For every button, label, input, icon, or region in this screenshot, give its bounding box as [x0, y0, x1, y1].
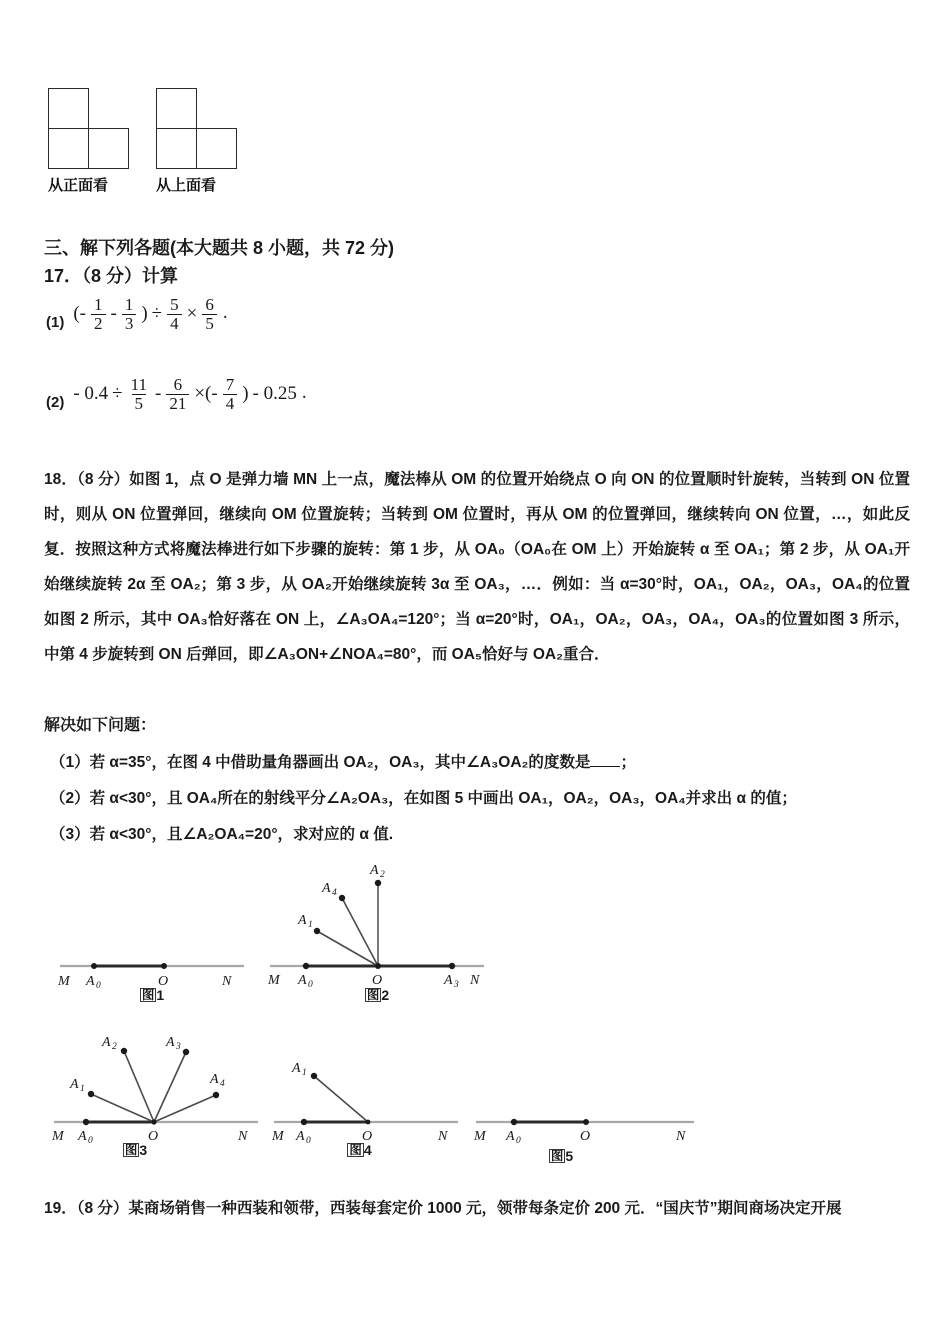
label-O: O — [580, 1129, 591, 1144]
label-N: N — [238, 1129, 248, 1144]
label-A1: A — [292, 1061, 301, 1076]
point-O — [366, 1120, 371, 1125]
label-A2-sub: 2 — [380, 870, 385, 880]
point-A0 — [511, 1119, 517, 1125]
figure-3-caption — [26, 1142, 244, 1158]
point-A0 — [83, 1119, 89, 1125]
figure-2-svg — [262, 860, 492, 990]
q17-item-1-label: (1) — [46, 313, 65, 331]
label-A3: A — [444, 973, 453, 988]
label-A4: A — [210, 1072, 219, 1087]
figure-caption-number: 4 — [363, 1142, 372, 1158]
label-A3: A — [166, 1035, 175, 1050]
q17-item-1 — [46, 296, 228, 333]
fraction-five-fourths — [167, 296, 182, 333]
fraction-one-half — [91, 296, 106, 333]
question-19-body: 19．（8 分）某商场销售一种西装和领带，西装每套定价 1000 元，领带每条定价 200 元．“国庆节”期间商场决定开展 — [44, 1200, 842, 1217]
question-18-body: 18．（8 分）如图 1，点 O 是弹力墙 MN 上一点，魔法棒从 OM 的位置开始绕点 O 向 ON 的位置顺时针旋转，当转到 ON 位置时，则从 ON 位置弹回，继续向 OM 位置旋转；当转到 OM 位置时，再从 OM 的位置弹回，继续转向 ON 位置，…，如此反复．按照这种方式将魔法棒进行如下步骤的旋转：第 1 步，从 OA₀（OA₀在 OM 上）开始旋转 α 至 OA₁；第 2 步，从 OA₁开始继续旋转 2α 至 OA₂；第 3 步，从 OA₂开始继续旋转 3α 至 OA₃，…．例如：当 α=30°时，OA₁，OA₂，OA₃，OA₄的位置如图 2 所示，其中 OA₃恰好落在 ON 上，∠A₃OA₄=120°；当 α=20°时，OA₁，OA₂，OA₃，OA₄，OA₃的位置如图 3 所示，中第 4 步旋转到 ON 后弹回，即∠A₃ON+∠NOA₄=80°，而 OA₅恰好与 OA₂重合． — [44, 471, 910, 663]
label-M: M — [272, 1129, 284, 1144]
figure-3-svg — [46, 1030, 264, 1145]
point-A1 — [311, 1073, 317, 1079]
point-A2 — [375, 880, 381, 886]
label-M: M — [268, 973, 280, 988]
label-A1: A — [70, 1077, 79, 1092]
figure-caption-prefix: 图 — [141, 988, 155, 1002]
front-view-shape — [48, 88, 130, 170]
figure-4-caption — [262, 1142, 457, 1158]
label-A3-sub: 3 — [454, 980, 459, 990]
label-O: O — [372, 973, 383, 988]
point-O — [583, 1119, 589, 1125]
view-front — [48, 88, 130, 195]
orthographic-views — [48, 88, 260, 195]
fraction-numerator: 6 — [205, 295, 214, 314]
answer-blank[interactable] — [590, 752, 620, 767]
figure-1 — [52, 940, 252, 1003]
label-M: M — [58, 974, 70, 989]
label-A0: A — [78, 1129, 87, 1144]
figure-1-caption — [52, 987, 252, 1003]
fraction-denominator: 5 — [202, 314, 217, 333]
label-N: N — [470, 973, 480, 988]
label-A0-sub: 0 — [88, 1136, 93, 1145]
label-A2: A — [370, 863, 379, 878]
minus-sign: - — [154, 383, 162, 405]
grid-cell — [156, 128, 197, 169]
figure-caption-prefix: 图 — [349, 1143, 362, 1157]
label-N: N — [676, 1129, 686, 1144]
fraction-seven-fourths — [223, 376, 238, 413]
fraction-numerator: 5 — [170, 295, 179, 314]
question-18-sub-3: （3）若 α<30°，且∠A₂OA₄=20°，求对应的 α 值. — [50, 826, 393, 843]
section-heading: 三、解下列各题(本大题共 8 小题，共 72 分) — [44, 238, 395, 258]
label-O: O — [148, 1129, 159, 1144]
label-A1-sub: 1 — [80, 1084, 85, 1094]
question-18-sub-1 — [50, 750, 636, 772]
divide-sign: ÷ — [112, 383, 123, 405]
figure-caption-number: 1 — [156, 987, 165, 1003]
label-N: N — [222, 974, 232, 989]
grid-cell — [156, 88, 197, 129]
point-A3 — [449, 963, 455, 969]
fraction-denominator: 4 — [167, 314, 182, 333]
label-A0: A — [298, 973, 307, 988]
fraction-six-twentyfirsts — [166, 376, 189, 413]
top-view-shape — [156, 88, 238, 170]
point-A0 — [303, 963, 309, 969]
figure-caption-number: 2 — [381, 987, 390, 1003]
label-M: M — [52, 1129, 64, 1144]
label-A4-sub: 4 — [332, 888, 337, 898]
q17-item-1-expression: (- $\frac{1}{2}$ - $\frac{1}{3}$ ) ÷ $\frac{5}{4}$ × $\frac{6}{5}$ . — [73, 295, 228, 333]
figure-4 — [268, 1058, 463, 1158]
label-A2: A — [102, 1035, 111, 1050]
fraction-denominator: 2 — [91, 314, 106, 333]
fraction-numerator: 11 — [130, 375, 147, 394]
tail-term: - 0.25 — [252, 383, 297, 405]
fraction-numerator: 7 — [225, 375, 235, 394]
sub-1-text-after: ； — [620, 754, 636, 771]
point-O — [151, 1119, 156, 1124]
label-A0-sub: 0 — [308, 980, 313, 990]
times-open-paren: ×(- — [194, 383, 218, 405]
point-A1 — [88, 1091, 94, 1097]
top-view-caption: 从上面看 — [156, 177, 217, 194]
label-A0-sub: 0 — [96, 981, 101, 990]
label-A4-sub: 4 — [220, 1079, 225, 1089]
figure-caption-prefix: 图 — [366, 988, 380, 1002]
point-A2 — [121, 1048, 127, 1054]
period: . — [301, 382, 307, 404]
grid-cell — [48, 88, 89, 129]
ray-OA3 — [154, 1052, 186, 1122]
ray-OA4 — [154, 1095, 216, 1122]
point-A1 — [314, 928, 320, 934]
ray-OA1 — [314, 1076, 368, 1122]
point-A4 — [339, 895, 345, 901]
point-A0 — [301, 1119, 307, 1125]
label-A0-sub: 0 — [306, 1136, 311, 1145]
label-O: O — [362, 1129, 373, 1144]
label-O: O — [158, 974, 169, 989]
label-N: N — [438, 1129, 448, 1144]
fraction-numerator: 1 — [124, 295, 134, 314]
figure-caption-number: 5 — [565, 1148, 574, 1164]
label-A1: A — [298, 913, 307, 928]
view-top — [156, 88, 238, 195]
label-A0: A — [86, 974, 95, 989]
point-A0 — [91, 963, 97, 969]
figure-4-svg — [268, 1058, 463, 1145]
point-A4 — [213, 1092, 219, 1098]
fraction-denominator: 4 — [223, 394, 238, 413]
label-A3-sub: 3 — [176, 1042, 181, 1052]
label-A4: A — [322, 881, 331, 896]
solve-prompt: 解决如下问题： — [44, 717, 157, 734]
point-A3 — [183, 1049, 189, 1055]
figure-5 — [470, 1108, 700, 1164]
label-M: M — [474, 1129, 486, 1144]
fraction-eleven-fifths — [128, 376, 150, 413]
figure-3 — [46, 1030, 264, 1158]
figure-1-svg — [52, 940, 252, 990]
q17-item-2-expression — [71, 376, 306, 413]
close-paren: ) — [242, 383, 249, 405]
figure-5-svg — [470, 1108, 700, 1146]
fraction-denominator: 21 — [166, 394, 189, 413]
fraction-denominator: 5 — [132, 394, 147, 413]
leading-term: - 0.4 — [73, 383, 109, 405]
front-view-caption: 从正面看 — [48, 177, 109, 194]
label-A2-sub: 2 — [112, 1042, 117, 1052]
q17-item-2 — [46, 376, 307, 413]
grid-cell — [88, 128, 129, 169]
label-A1-sub: 1 — [302, 1068, 307, 1078]
point-O — [375, 963, 381, 969]
figure-caption-prefix: 图 — [124, 1143, 138, 1157]
point-O — [161, 963, 167, 969]
period: . — [222, 302, 228, 324]
figure-caption-number: 3 — [139, 1142, 148, 1158]
label-A0-sub: 0 — [516, 1136, 521, 1146]
label-A0: A — [296, 1129, 305, 1144]
fraction-one-third — [122, 296, 137, 333]
q17-item-2-label: (2) — [46, 393, 65, 411]
figure-2 — [262, 860, 492, 1003]
fraction-denominator: 3 — [122, 314, 137, 333]
label-A0: A — [506, 1129, 515, 1144]
figure-caption-prefix: 图 — [550, 1149, 564, 1163]
fraction-numerator: 1 — [94, 295, 103, 314]
label-A1-sub: 1 — [308, 920, 313, 930]
fraction-six-fifths — [202, 296, 217, 333]
grid-cell — [48, 128, 89, 169]
question-18-sub-2: （2）若 α<30°，且 OA₄所在的射线平分∠A₂OA₃，在如图 5 中画出 OA₁，OA₂，OA₃，OA₄并求出 α 的值； — [50, 790, 797, 807]
grid-cell — [196, 128, 237, 169]
question-17-heading: 17．（8 分）计算 — [44, 266, 179, 286]
fraction-numerator: 6 — [173, 375, 183, 394]
figure-5-caption — [446, 1148, 676, 1164]
sub-1-text-before: （1）若 α=35°，在图 4 中借助量角器画出 OA₂，OA₃，其中∠A₃OA₂的度数是 — [50, 754, 591, 771]
